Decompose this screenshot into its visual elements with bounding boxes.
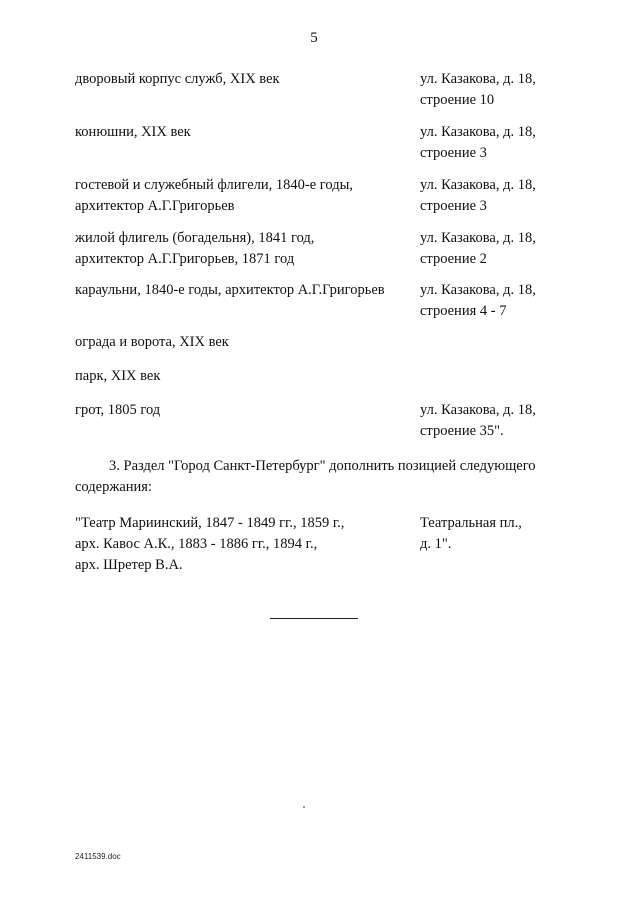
entry-description [75, 400, 405, 421]
description-line: арх. Кавос А.К., 1883 - 1886 гг., 1894 г., [75, 536, 318, 552]
address-line: д. 1". [420, 536, 452, 552]
address-line: строения 4 - 7 [420, 303, 507, 319]
description-line: грот, 1805 год [75, 402, 161, 418]
entry-description [75, 513, 405, 576]
address-line: Театральная пл., [420, 515, 522, 531]
address-line: строение 3 [420, 145, 487, 161]
paragraph-line: 3. Раздел "Город Санкт-Петербург" дополнить позицией следующего [109, 458, 536, 474]
section-paragraph [75, 456, 560, 498]
description-line: архитектор А.Г.Григорьев [75, 198, 235, 214]
description-line: дворовый корпус служб, XIX век [75, 71, 280, 87]
description-line: ограда и ворота, XIX век [75, 334, 229, 350]
entry-address [420, 280, 560, 322]
entry-description [75, 332, 405, 353]
address-line: ул. Казакова, д. 18, [420, 402, 536, 418]
address-line: ул. Казакова, д. 18, [420, 124, 536, 140]
entry-description [75, 175, 405, 217]
entry-address [420, 513, 560, 555]
entry-address [420, 122, 560, 164]
address-line: ул. Казакова, д. 18, [420, 177, 536, 193]
entry-description [75, 280, 405, 301]
description-line: архитектор А.Г.Григорьев, 1871 год [75, 251, 295, 267]
address-line: строение 2 [420, 251, 487, 267]
page-number: 5 [310, 30, 318, 46]
entry-description [75, 228, 405, 270]
entry-address [420, 69, 560, 111]
entry-address [420, 400, 560, 442]
description-line: конюшни, XIX век [75, 124, 191, 140]
scan-dot [303, 806, 305, 808]
description-line: "Театр Мариинский, 1847 - 1849 гг., 1859 г., [75, 515, 345, 531]
address-line: ул. Казакова, д. 18, [420, 230, 536, 246]
address-line: строение 3 [420, 198, 487, 214]
end-rule [270, 618, 358, 619]
entry-address [420, 175, 560, 217]
entry-description [75, 366, 405, 387]
address-line: строение 35". [420, 423, 504, 439]
address-line: строение 10 [420, 92, 495, 108]
entry-description [75, 69, 405, 90]
entry-description [75, 122, 405, 143]
description-line: парк, XIX век [75, 368, 161, 384]
address-line: ул. Казакова, д. 18, [420, 282, 536, 298]
document-filename: 2411539.doc [75, 852, 121, 861]
paragraph-line: содержания: [75, 479, 153, 495]
description-line: караульни, 1840-е годы, архитектор А.Г.Григорьев [75, 282, 385, 298]
address-line: ул. Казакова, д. 18, [420, 71, 536, 87]
entry-address [420, 228, 560, 270]
description-line: жилой флигель (богадельня), 1841 год, [75, 230, 315, 246]
description-line: гостевой и служебный флигели, 1840-е годы, [75, 177, 353, 193]
description-line: арх. Шретер В.А. [75, 557, 183, 573]
